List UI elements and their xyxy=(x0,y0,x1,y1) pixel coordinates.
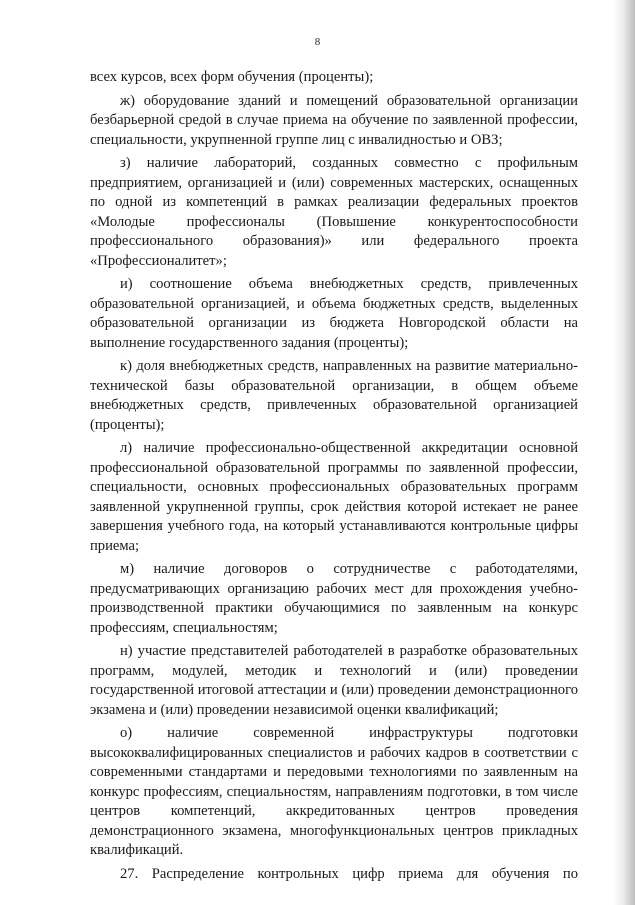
text-line: специальности, укрупненной группе лиц с инвалидностью и ОВЗ; xyxy=(90,131,503,148)
text-line: н) участие представителей работодателей в разработке образовательных xyxy=(120,643,578,659)
text-line: «Молодые профессионалы (Повышение конкурентоспособности xyxy=(90,213,578,230)
text-line: к) доля внебюджетных средств, направленных на развитие материально- xyxy=(120,358,578,374)
text-line: современными стандартами и передовыми технологиями по заявленным на xyxy=(90,764,578,780)
text-line: м) наличие договоров о сотрудничестве с работодателями, xyxy=(120,561,578,577)
text-line: (проценты); xyxy=(90,416,165,433)
paragraph xyxy=(90,724,578,861)
text-line: производственной практики обучающимися по заявленным на конкурс xyxy=(90,600,578,616)
text-line: квалификаций. xyxy=(90,842,184,858)
text-line: з) наличие лабораторий, созданных совместно с профильным xyxy=(120,155,578,171)
paragraph xyxy=(90,92,578,151)
paragraph xyxy=(90,154,578,271)
page-number: 8 xyxy=(314,36,321,48)
text-line: программ, модулей, методик и технологий и (или) проведении xyxy=(90,662,578,679)
text-line: предприятием, организацией и (или) современных мастерских, оснащенных xyxy=(90,174,578,191)
text-line: предусматривающих организацию рабочих мест для прохождения учебно- xyxy=(90,580,578,597)
document-body xyxy=(90,68,578,884)
text-line: 27. Распределение контрольных цифр приема для обучения по xyxy=(120,865,578,882)
text-line: государственной итоговой аттестации и (или) проведении демонстрационного xyxy=(90,682,578,698)
text-line: по одной из компетенций в рамках реализации федеральных проектов xyxy=(90,194,578,210)
text-line: технической базы образовательной организации, в общем объеме xyxy=(90,377,578,394)
text-line: безбарьерной средой в случае приема на обучение по заявленной профессии, xyxy=(90,112,578,128)
text-line: всех курсов, всех форм обучения (проценты); xyxy=(90,69,374,85)
text-line: заявленной укрупненной группы, срок действия которой истекает не ранее xyxy=(90,498,578,515)
scan-edge-shadow xyxy=(613,0,635,905)
paragraph xyxy=(90,68,578,88)
text-line: внебюджетных средств, привлеченных образовательной организацией xyxy=(90,397,578,413)
text-line: л) наличие профессионально-общественной аккредитации основной xyxy=(120,440,578,456)
paragraph xyxy=(90,357,578,435)
paragraph xyxy=(90,439,578,556)
paragraph xyxy=(90,642,578,720)
text-line: профессиям, специальностям; xyxy=(90,619,278,636)
text-line: специальности, основных профессиональных образовательных программ xyxy=(90,479,578,495)
text-line: центров компетенций, аккредитованных центров проведения xyxy=(90,803,578,819)
paragraph xyxy=(90,275,578,353)
text-line: экзамена и (или) проведении независимой оценки квалификаций; xyxy=(90,701,499,718)
text-line: и) соотношение объема внебюджетных средств, привлеченных xyxy=(120,276,578,292)
text-line: о) наличие современной инфраструктуры подготовки xyxy=(120,725,578,741)
text-line: демонстрационного экзамена, многофункциональных центров прикладных xyxy=(90,822,578,839)
text-line: образовательной организации из бюджета Новгородской области на xyxy=(90,315,578,331)
paragraph xyxy=(90,560,578,638)
text-line: выполнение государственного задания (проценты); xyxy=(90,334,409,351)
text-line: «Профессионалитет»; xyxy=(90,252,227,269)
text-line: конкурс профессиям, специальностям, направлениям подготовки, в том числе xyxy=(90,783,578,800)
text-line: приема; xyxy=(90,537,140,554)
text-line: высококвалифицированных специалистов и рабочих кадров в соответствии с xyxy=(90,744,578,761)
text-line: образовательной организацией, и объема бюджетных средств, выделенных xyxy=(90,295,578,312)
text-line: завершения учебного года, на который устанавливаются контрольные цифры xyxy=(90,518,578,534)
text-line: профессиональной образовательной программы по заявленной профессии, xyxy=(90,459,578,476)
text-line: профессионального образования)» или федерального проекта xyxy=(90,233,578,249)
text-line: ж) оборудование зданий и помещений образовательной организации xyxy=(120,92,578,109)
paragraph xyxy=(90,865,578,885)
